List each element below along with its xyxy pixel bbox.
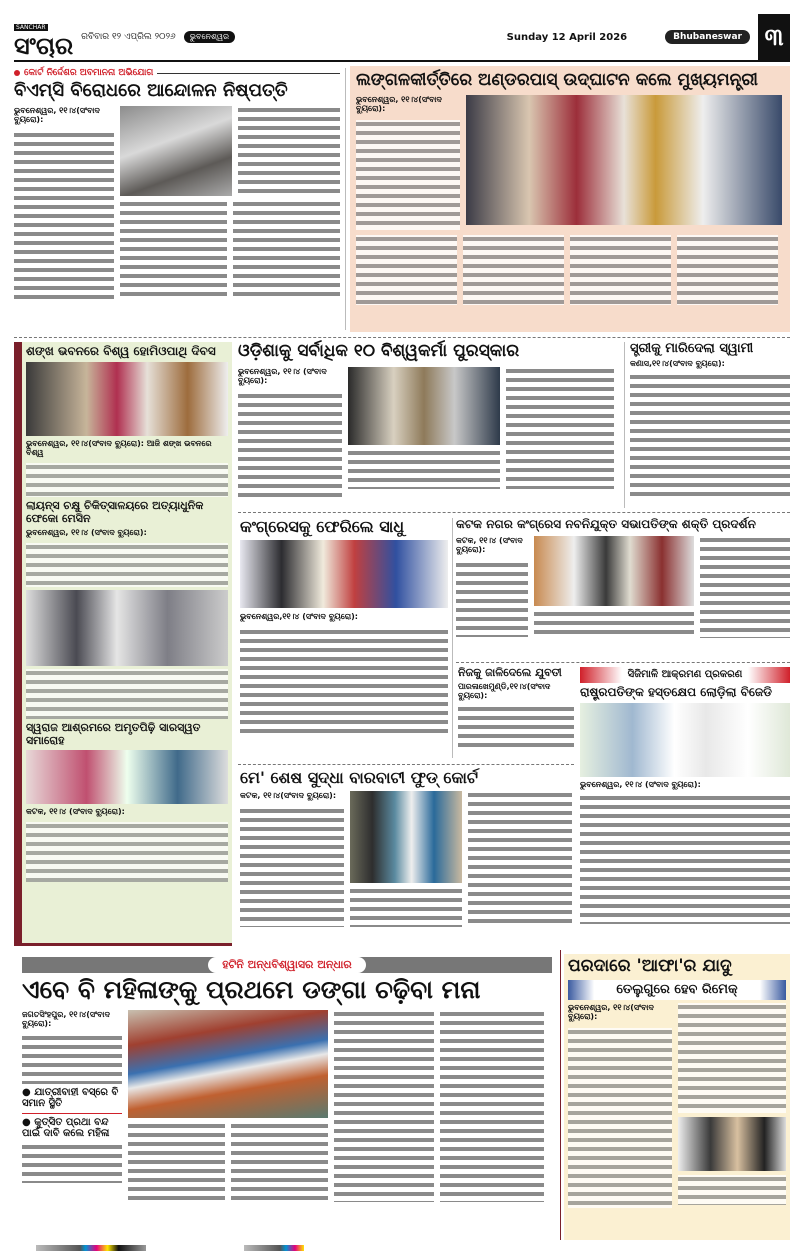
story-cuttack xyxy=(456,518,790,638)
story-foodcourt xyxy=(240,769,574,927)
subhead-demand: ● କୁତ୍ସିତ ପ୍ରଥା ବନ୍ଦ ପାଇଁ ଦାବି କଲେ ମହିଳା xyxy=(22,1116,110,1140)
page-number: ୩ xyxy=(758,14,790,60)
headline: କଟକ ନଗର କଂଗ୍ରେସ ନବନିଯୁକ୍ତ ସଭାପତିଙ୍କ ଶକ୍ତି ପ୍ରଦର୍ଶନ xyxy=(456,517,756,531)
headline: ଲଙ୍ଗଳକୀର୍ତ୍ତିରେ ଅଣ୍ଡରପାସ୍ ଉଦ୍‌ଘାଟନ କଲେ ମୁଖ୍ୟମନ୍ତ୍ରୀ xyxy=(356,70,758,90)
dateline: ଜଗତସିଂହପୁର, ୧୧।୪(ସଂବାଦ ବ୍ୟୁରୋ): xyxy=(22,1009,110,1029)
kicker: କୋର୍ଟ ନିର୍ଦ୍ଦେଶର ଅବମାନନା ଅଭିଯୋଗ xyxy=(24,68,154,78)
photo-award-ceremony xyxy=(348,367,500,445)
story-sadhu xyxy=(240,518,448,738)
headline: ସ୍ତ୍ରୀକୁ ମାରିଦେଲା ସ୍ୱାମୀ xyxy=(630,341,754,356)
dateline: ଭୁବନେଶ୍ୱର,୧୧।୪ (ସଂବାଦ ବ୍ୟୁରୋ): xyxy=(240,612,358,622)
headline-swaraj: ସ୍ୱରାଜ ଆଶ୍ରମରେ ଅମୃତପିଢ଼ି ସାରସ୍ୱତ ସମାରୋହ xyxy=(26,720,201,747)
headline-boat: ଏବେ ବି ମହିଳାଙ୍କୁ ପ୍ରଥମେ ଡଙ୍ଗା ଚଢ଼ିବା ମନା xyxy=(22,975,481,1004)
dateline: ଭୁବନେଶ୍ୱର, ୧୧।୪(ସଂବାଦ ବ୍ୟୁରୋ): ଆଜି ଶଙ୍ଖ ଭବନରେ ବିଶ୍ୱ xyxy=(26,438,212,458)
story-underpass xyxy=(350,66,790,332)
story-boat xyxy=(22,976,556,1202)
dateline: ଭୁବନେଶ୍ୱର, ୧୧।୪(ସଂବାଦ ବ୍ୟୁରୋ): xyxy=(14,105,100,125)
headline-lions: ଲାୟନ୍ସ ଚକ୍ଷୁ ଚିକିତ୍ସାଳୟରେ ଅତ୍ୟାଧୁନିକ ଫେକୋ ମେସିନ xyxy=(26,498,204,525)
dateline: ଭୁବନେଶ୍ୱର, ୧୧।୪(ସଂବାଦ ବ୍ୟୁରୋ): xyxy=(568,1002,654,1022)
headline: ଓଡ଼ିଶାକୁ ସର୍ବାଧିକ ୧୦ ବିଶ୍ୱକର୍ମା ପୁରସ୍କାର xyxy=(238,341,520,361)
print-color-bar xyxy=(244,1245,304,1251)
logo-small: SANCHAR xyxy=(16,23,46,31)
headline: ପରଦାରେ 'ଆଫା'ର ଯାଦୁ xyxy=(568,956,732,976)
dateline: କଣାସ,୧୧।୪(ସଂବାଦ ବ୍ୟୁରୋ): xyxy=(630,358,725,368)
headline: କଂଗ୍ରେସକୁ ଫେରିଲେ ସାଧୁ xyxy=(240,517,405,536)
dateline: ଭୁବନେଶ୍ୱର, ୧୧।୪ (ସଂବାଦ ବ୍ୟୁରୋ): xyxy=(580,779,701,789)
headline: ନିଜକୁ ଜାଳିଦେଲେ ଯୁବତୀ xyxy=(458,666,562,679)
dateline: ଭୁବନେଶ୍ୱର, ୧୧।୪ (ସଂବାଦ ବ୍ୟୁରୋ): xyxy=(238,366,327,386)
story-husband xyxy=(630,342,790,499)
dateline: ଭୁବନେଶ୍ୱର, ୧୧।୪(ସଂବାଦ ବ୍ୟୁରୋ): xyxy=(356,94,442,114)
left-sidebar xyxy=(14,342,232,946)
dateline: କଟକ, ୧୧।୪ (ସଂବାଦ ବ୍ୟୁରୋ): xyxy=(26,807,125,817)
city-english: Bhubaneswar xyxy=(665,30,750,44)
dateline: ଭୁବନେଶ୍ୱର, ୧୧।୪ (ସଂବାଦ ବ୍ୟୁରୋ): xyxy=(26,528,147,538)
date-odia: ରବିବାର ୧୨ ଏପ୍ରିଲ ୨୦୨୬ xyxy=(81,32,176,42)
headline: ମେ' ଶେଷ ସୁଦ୍ଧା ବାରବାଟୀ ଫୁଡ୍ କୋର୍ଟ xyxy=(240,768,478,787)
photo-bjd-press-conference xyxy=(580,703,790,777)
headline: ବିଏମ୍‌ସି ବିରୋଧରେ ଆନ୍ଦୋଳନ ନିଷ୍ପତ୍ତି xyxy=(14,80,288,101)
subhead: ତେଲୁଗୁରେ ହେବ ରିମେକ୍ xyxy=(568,980,786,1000)
subhead-bus: ● ଯାତ୍ରୀବାହୀ ବସ୍‌ରେ ବି ସମାନ ସ୍ଥିତି xyxy=(22,1086,119,1110)
city-badge: ଭୁବନେଶ୍ୱର xyxy=(184,31,235,43)
story-bmc xyxy=(14,68,340,301)
logo-block xyxy=(14,14,73,61)
headline: ରାଷ୍ଟ୍ରପତିଙ୍କ ହସ୍ତକ୍ଷେପ ଲୋଡ଼ିଲା ବିଜେଡି xyxy=(580,685,773,699)
photo-afa-film xyxy=(678,1117,786,1171)
story-afa xyxy=(564,954,790,1240)
date-english: Sunday 12 April 2026 xyxy=(506,31,628,43)
photo-protest xyxy=(120,106,232,196)
newspaper-logo: ସଂଚାର xyxy=(14,31,74,60)
story-sijimali xyxy=(580,667,790,924)
kicker: ସିଜିମାଳି ଆକ୍ରମଣ ପ୍ରକରଣ xyxy=(580,667,790,683)
photo-fishing-boats xyxy=(128,1010,328,1118)
headline-homeopathy: ଶଙ୍ଖ ଭବନରେ ବିଶ୍ୱ ହୋମିଓପାଥି ଦିବସ xyxy=(26,344,216,358)
photo-barabati-visit xyxy=(350,791,462,883)
dateline: କଟକ, ୧୧।୪ (ସଂବାଦ ବ୍ୟୁରୋ): xyxy=(456,535,523,555)
subhead-bus-text: ଯାତ୍ରୀବାହୀ ବସ୍‌ରେ ବି ସମାନ ସ୍ଥିତି xyxy=(22,1086,119,1110)
print-color-bar xyxy=(36,1245,146,1251)
photo-homeopathy-meeting xyxy=(26,362,228,436)
dateline: ପାରଳାଖେମୁଣ୍ଡି,୧୧।୪(ସଂବାଦ ବ୍ୟୁରୋ): xyxy=(458,681,551,701)
kicker-bar xyxy=(22,957,552,973)
story-vishwakarma xyxy=(238,342,620,498)
photo-phaco-machine xyxy=(26,590,228,666)
photo-cuttack-rally xyxy=(534,536,694,606)
masthead xyxy=(14,14,790,62)
dateline: କଟକ, ୧୧।୪(ସଂବାଦ ବ୍ୟୁରୋ): xyxy=(240,791,337,801)
photo-swaraj-ashram xyxy=(26,750,228,804)
kicker: ହଟିନି ଅନ୍ଧବିଶ୍ୱାସର ଅନ୍ଧାର xyxy=(208,957,366,973)
subhead-demand-text: କୁତ୍ସିତ ପ୍ରଥା ବନ୍ଦ ପାଇଁ ଦାବି କଲେ ମହିଳା xyxy=(22,1116,110,1140)
story-selfimmolation xyxy=(458,667,574,749)
photo-underpass-inauguration xyxy=(466,95,782,225)
photo-congress-joining xyxy=(240,540,448,608)
